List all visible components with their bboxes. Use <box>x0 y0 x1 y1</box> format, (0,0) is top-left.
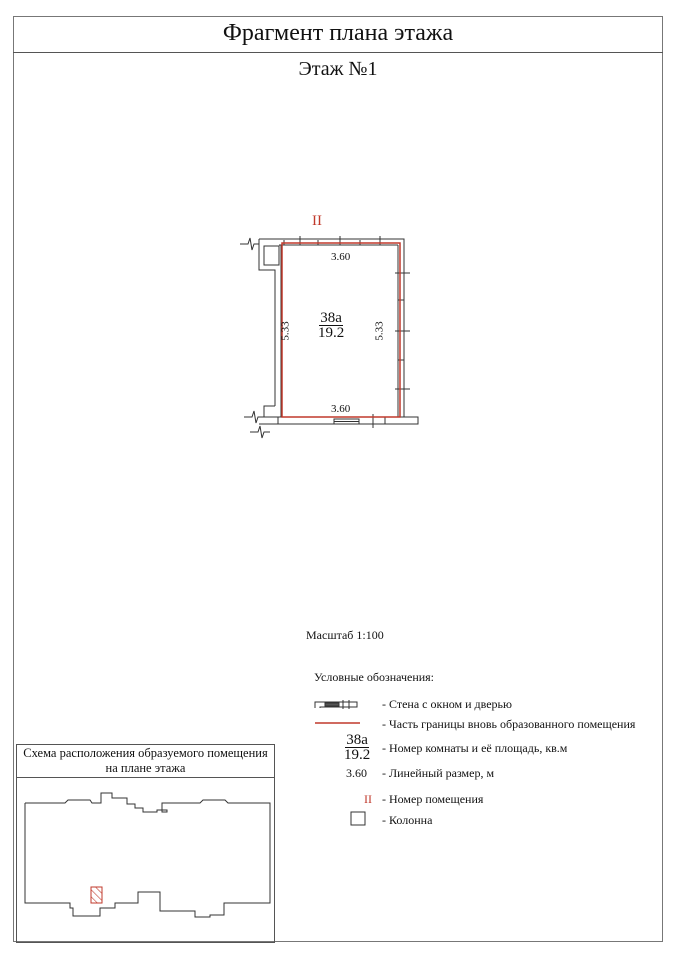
scale-label: Масштаб 1:100 <box>306 628 384 642</box>
column-icon <box>264 246 279 265</box>
column-legend-icon <box>351 812 365 825</box>
legend-premise-symbol: II <box>364 792 372 806</box>
room-area: 19.2 <box>318 325 345 341</box>
legend-room-area: 19.2 <box>344 747 371 763</box>
wall-window-door-icon <box>315 700 357 709</box>
room-number: 38а <box>320 310 342 326</box>
dim-left: 5.33 <box>279 321 292 341</box>
schema-title <box>16 746 275 776</box>
page-title: Фрагмент плана этажа <box>222 20 454 46</box>
legend-column: - Колонна <box>382 813 433 827</box>
schema-title-line2: на плане этажа <box>105 761 186 775</box>
premise-number: II <box>312 213 322 229</box>
legend-boundary: - Часть границы вновь образованного помещения <box>382 717 636 731</box>
legend-room: - Номер комнаты и её площадь, кв.м <box>382 741 568 755</box>
legend-room-number: 38а <box>346 732 368 748</box>
dim-right: 5.33 <box>373 321 386 341</box>
dim-top: 3.60 <box>331 251 351 263</box>
legend-dim: - Линейный размер, м <box>382 766 495 780</box>
floor-label: Этаж №1 <box>298 58 378 80</box>
schema-divider <box>16 777 275 778</box>
legend-premise: - Номер помещения <box>382 792 484 806</box>
legend-room-symbol <box>344 733 370 762</box>
schema-title-line1: Схема расположения образуемого помещения <box>23 746 268 760</box>
dim-bottom: 3.60 <box>331 403 351 415</box>
room-label <box>318 311 344 340</box>
legend-wall: - Стена с окном и дверью <box>382 697 512 711</box>
legend-dim-symbol: 3.60 <box>346 766 367 780</box>
legend-title: Условные обозначения: <box>314 670 435 684</box>
